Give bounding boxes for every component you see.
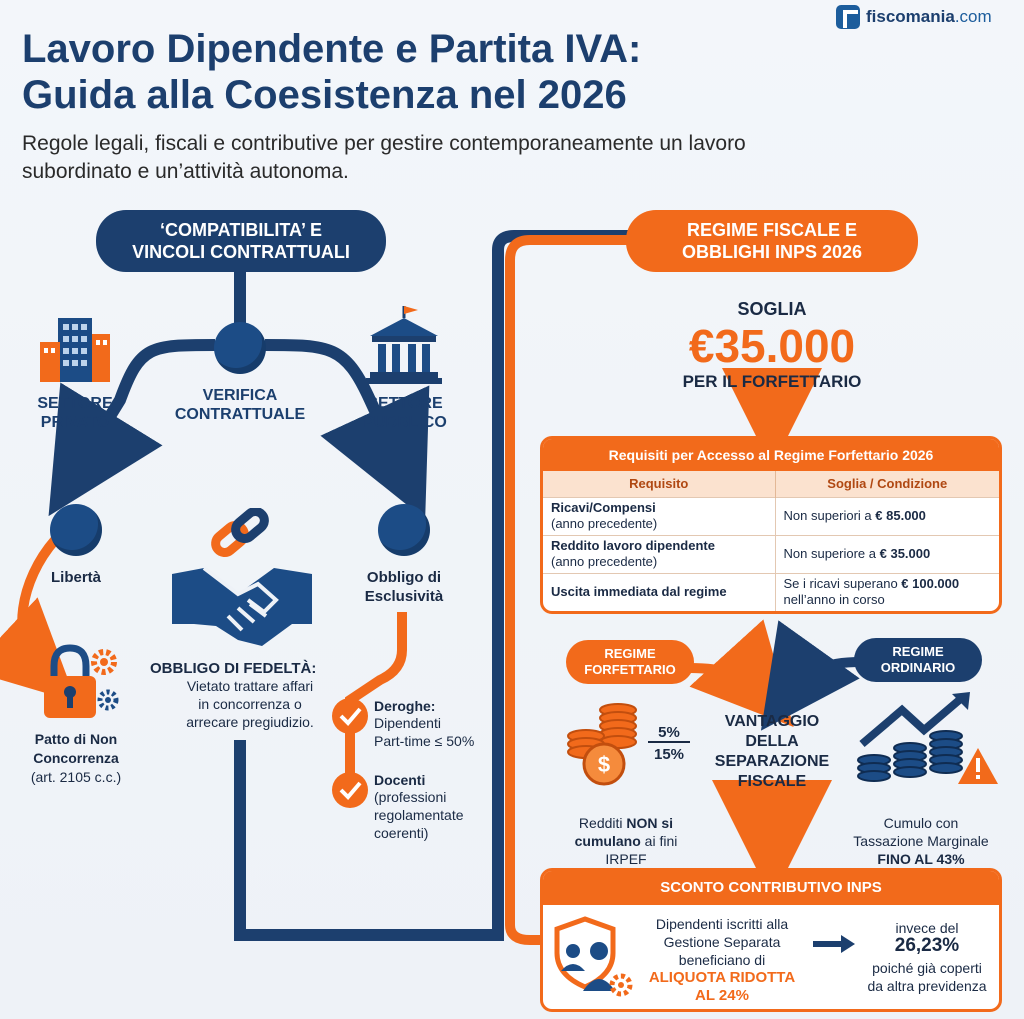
brand-tld: .com [954, 7, 992, 26]
teachers-text: (professioni regolamentate coerenti) [374, 789, 464, 841]
fidelity-text: Vietato trattare affari in concorrenza o arrecare pregiudizio. [186, 678, 314, 730]
forfettario-pill: REGIME FORFETTARIO [566, 640, 694, 684]
fidelity-block [150, 660, 350, 731]
inps-text: Dipendenti iscritti alla Gestione Separata beneficiano di [655, 916, 789, 968]
office-building-icon [36, 308, 116, 388]
fiscomania-logo-icon [836, 5, 860, 29]
exclusivity-node [378, 504, 430, 556]
ordinario-pill: REGIME ORDINARIO [854, 638, 982, 682]
table-row [543, 573, 999, 611]
inps-discount-box [540, 868, 1002, 1012]
row-requirement: Reddito lavoro dipendente [551, 538, 715, 553]
requirements-table-title: Requisiti per Accesso al Regime Forfettario 2026 [543, 439, 999, 471]
row-requirement-note: (anno precedente) [551, 516, 658, 531]
advantage-label: VANTAGGIO DELLA SEPARAZIONE FISCALE [714, 713, 830, 790]
ordinario-note [834, 796, 1008, 868]
teachers-block [374, 772, 504, 842]
verify-label: VERIFICA CONTRATTUALE [174, 387, 306, 423]
row-condition-after: nell’anno in corso [783, 592, 885, 608]
rate-high: 15% [653, 746, 685, 763]
forfettario-note [556, 796, 696, 868]
verify-node [214, 322, 266, 374]
fidelity-title: OBBLIGO DI FEDELTÀ: [150, 660, 317, 677]
ordinario-note-b: FINO AL 43% [877, 851, 965, 867]
public-building-icon [366, 304, 442, 386]
exceptions-title: Deroghe: [374, 698, 436, 714]
private-sector-label: SETTORE PRIVATO [37, 395, 113, 431]
column-header-requirement: Requisito [543, 471, 775, 497]
freedom-label: Libertà [50, 569, 101, 586]
exceptions-block [374, 698, 504, 750]
check-icon-teachers [330, 770, 370, 810]
page-title: Lavoro Dipendente e Partita IVA: Guida alla Coesistenza nel 2026 [22, 27, 642, 117]
forfettario-note-c: ai fini IRPEF [605, 833, 678, 867]
coins-icon [562, 696, 644, 792]
requirements-grid [543, 471, 999, 611]
lock-gear-icon [36, 638, 122, 724]
brand-name: fiscomania [866, 7, 955, 26]
public-sector-label: SETTORE PUBBLICO [363, 395, 447, 431]
tax-regime-header: REGIME FISCALE E OBBLIGHI INPS 2026 [626, 210, 918, 272]
requirements-table [540, 436, 1002, 614]
handshake-icon [168, 508, 316, 652]
forfettario-note-a: Redditi [578, 815, 627, 831]
threshold-bottom: PER IL FORFETTARIO [682, 372, 862, 391]
row-condition-value: € 85.000 [875, 508, 926, 523]
arrow-right-icon [811, 933, 857, 955]
row-requirement: Ricavi/Compensi [551, 500, 656, 515]
noncompete-ref: (art. 2105 c.c.) [30, 769, 122, 785]
table-row [543, 535, 999, 573]
check-icon-exceptions [330, 696, 370, 736]
exceptions-text: Dipendenti Part-time ≤ 50% [374, 715, 475, 749]
brand-logo [836, 4, 992, 30]
inps-full-rate: 26,23% [894, 935, 960, 956]
svg-text:$: $ [597, 752, 611, 777]
compatibility-header: ‘COMPATIBILITA’ E VINCOLI CONTRATTUALI [96, 210, 386, 272]
threshold-value: €35.000 [688, 320, 856, 372]
column-header-condition: Soglia / Condizione [775, 471, 999, 497]
inps-title: SCONTO CONTRIBUTIVO INPS [543, 871, 999, 905]
shield-person-icon [551, 915, 637, 1001]
noncompete-label: Patto di Non Concorrenza [33, 731, 119, 766]
row-condition: Se i ricavi superano [783, 576, 902, 592]
ordinario-note-a: Cumulo con Tassazione Marginale [853, 815, 989, 849]
freedom-node [50, 504, 102, 556]
inps-reason: poiché già coperti da altra previdenza [867, 960, 987, 994]
threshold-top: SOGLIA [737, 299, 807, 319]
inps-rate: ALIQUOTA RIDOTTA AL 24% [648, 969, 796, 1004]
exclusivity-label: Obbligo di Esclusività [364, 569, 444, 605]
row-condition-value: € 100.000 [901, 576, 960, 592]
page-subtitle: Regole legali, fiscali e contributive per gestire contemporaneamente un lavoro subordinato e un’attività autonoma. [22, 132, 746, 183]
row-requirement: Uscita immediata dal regime [551, 584, 727, 600]
table-row [543, 497, 999, 535]
forfettario-note-b: NON si cumulano [574, 815, 674, 849]
inps-instead: invece del [895, 920, 959, 936]
rate-low: 5% [648, 724, 690, 743]
row-condition: Non superiore a [783, 546, 880, 561]
rising-chart-warning-icon [852, 690, 1002, 794]
teachers-title: Docenti [374, 772, 426, 788]
row-condition: Non superiori a [783, 508, 876, 523]
row-condition-value: € 35.000 [879, 546, 931, 561]
row-requirement-note: (anno precedente) [551, 554, 658, 569]
